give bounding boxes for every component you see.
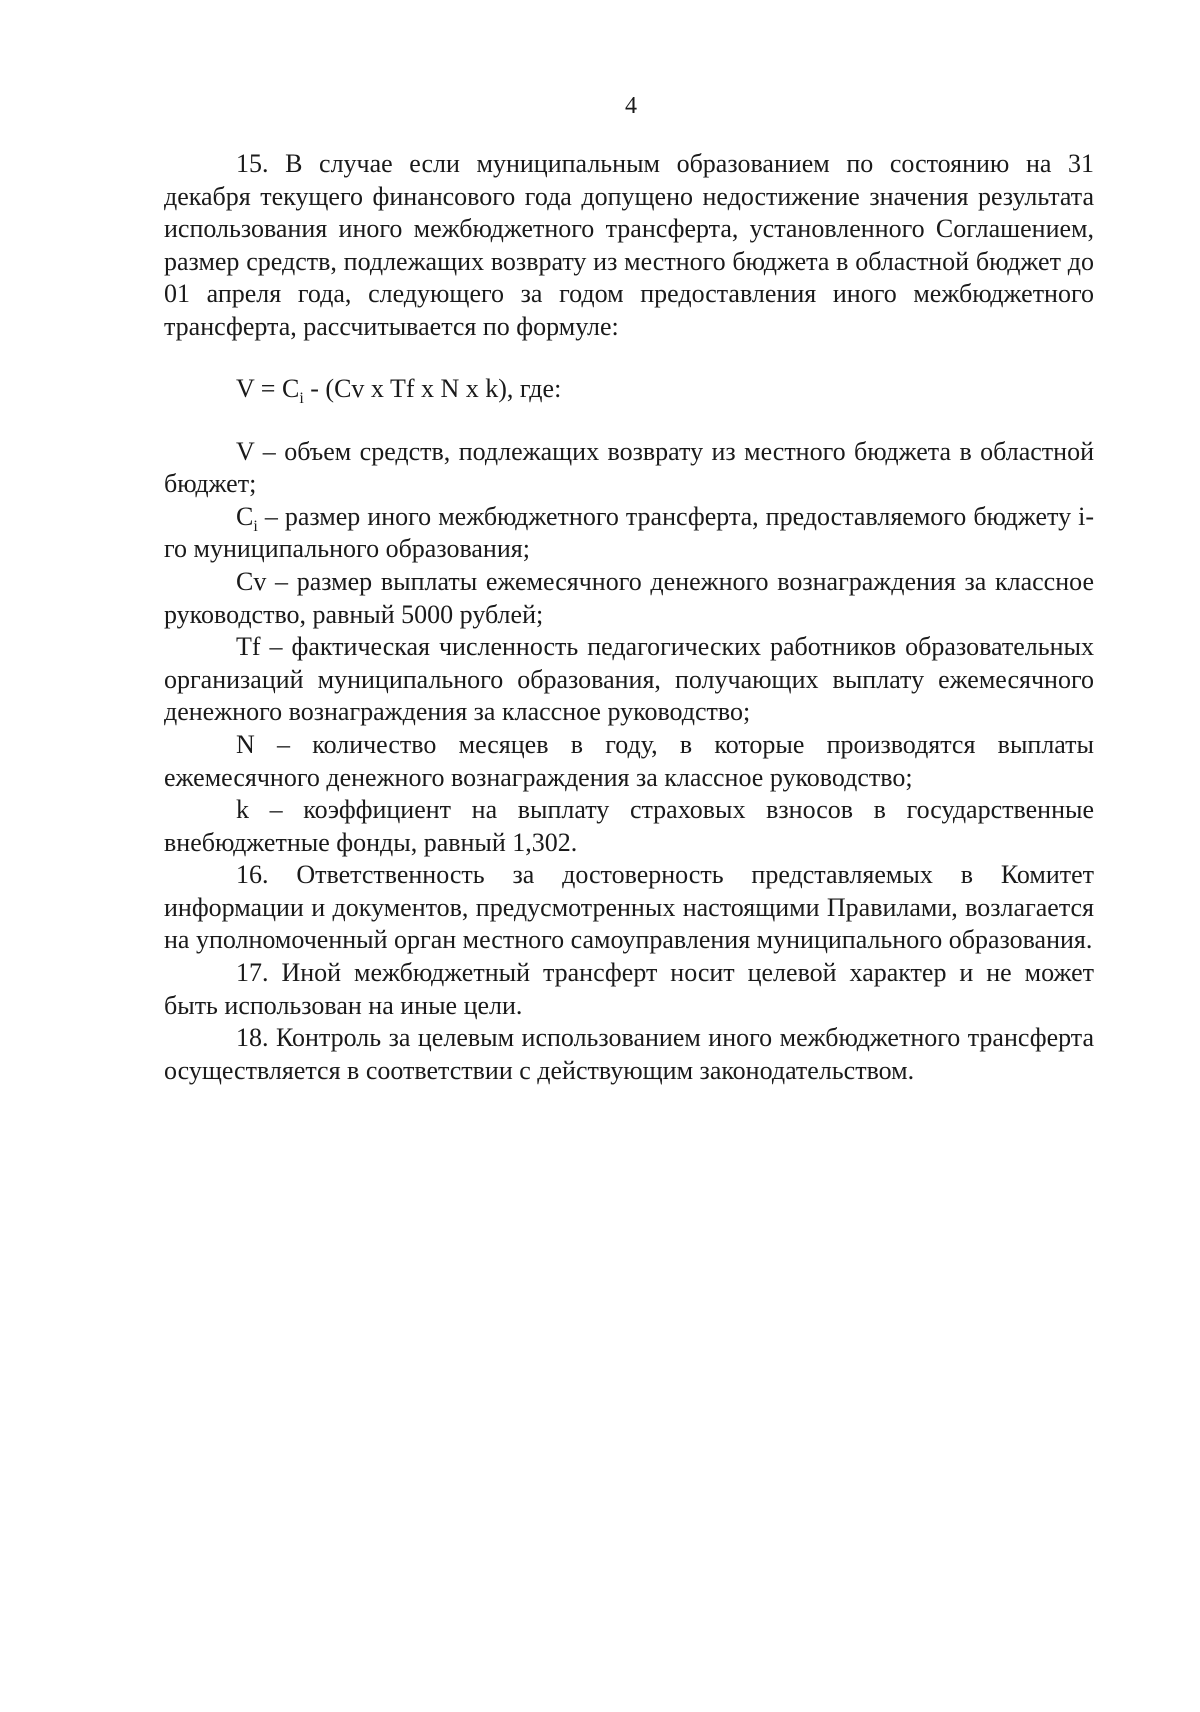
formula [164,372,1094,406]
definition-n: N – количество месяцев в году, в которые производятся выплаты ежемесячного денежного вознаграждения за классное руководство; [164,729,1094,792]
formula-suffix: - (Cv x Tf x N x k), где: [303,373,562,403]
definition-ci-subscript: i [253,517,258,535]
definition-ci [164,501,1094,566]
definition-cv: Cv – размер выплаты ежемесячного денежного вознаграждения за классное руководство, равный 5000 рублей; [164,566,1094,629]
definition-v: V – объем средств, подлежащих возврату из местного бюджета в областной бюджет; [164,436,1094,499]
formula-prefix: V = C [236,373,300,403]
paragraph-18: 18. Контроль за целевым использованием иного межбюджетного трансферта осуществляется в соответствии с действующим законодательством. [164,1023,1094,1085]
definition-ci-text: – размер иного межбюджетного трансферта, предоставляемого бюджету i-го муниципального образования; [164,501,1094,564]
formula-subscript: i [299,389,304,407]
paragraph-17: 17. Иной межбюджетный трансферт носит целевой характер и не может быть использован на иные цели. [164,958,1094,1020]
paragraph-15: 15. В случае если муниципальным образованием по состоянию на 31 декабря текущего финансового года допущено недостижение значения результата использования иного межбюджетного трансферта, установленного Соглашением, размер средств, подлежащих возврату из местного бюджета в областной бюджет до 01 апреля года, следующего за годом предоставления иного межбюджетного трансферта, рассчитывается по формуле: [164,149,1094,341]
page-number: 4 [625,93,637,119]
definition-tf: Tf – фактическая численность педагогических работников образовательных организаций муниципального образования, получающих выплату ежемесячного денежного вознаграждения за классное руководство; [164,632,1094,727]
paragraph-16: 16. Ответственность за достоверность представляемых в Комитет информации и документов, предусмотренных настоящими Правилами, возлагается на уполномоченный орган местного самоуправления муниципального образования. [164,860,1094,955]
definition-k: k – коэффициент на выплату страховых взносов в государственные внебюджетные фонды, равный 1,302. [164,795,1094,857]
document-body [164,148,1094,1087]
definition-ci-prefix: C [236,501,254,531]
